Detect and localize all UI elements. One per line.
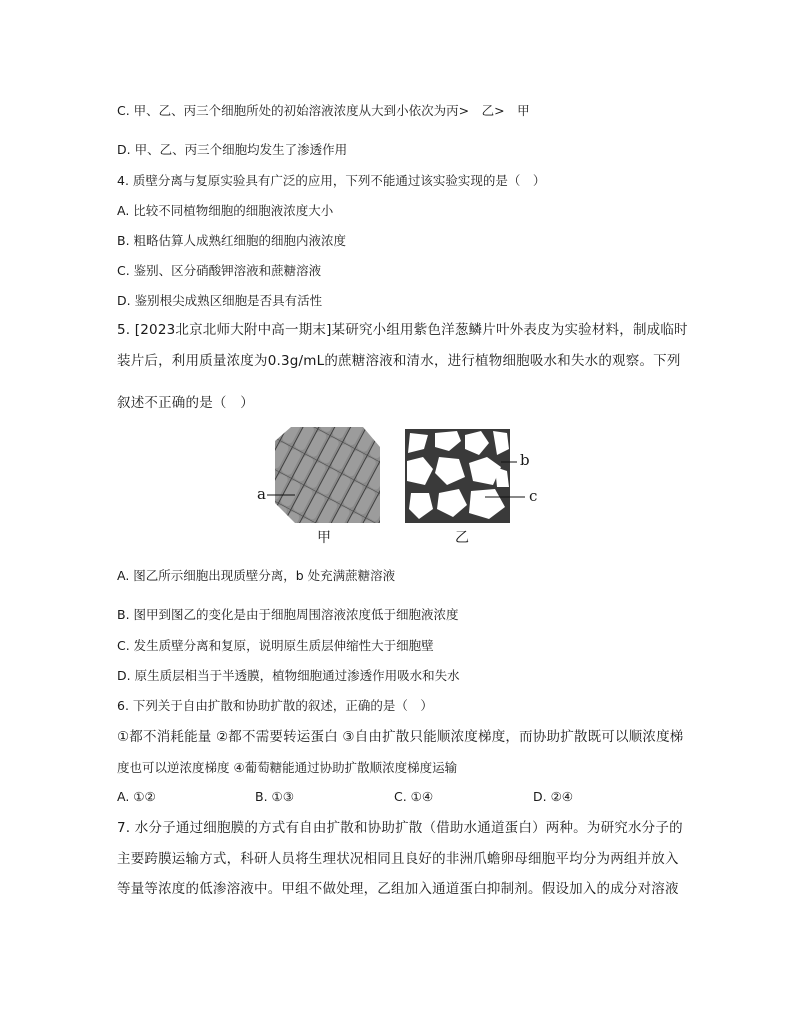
- line-7: 5. [2023北京北师大附中高一期末]某研究小组用紫色洋葱鳞片叶外表皮为实验材料，制成临时: [117, 322, 688, 338]
- line-10: A. 图乙所示细胞出现质壁分离，b 处充满蔗糖溶液: [117, 568, 396, 583]
- label-a: a: [257, 485, 266, 503]
- cell-figure-image: [255, 427, 545, 547]
- line-4: B. 粗略估算人成熟红细胞的细胞内液浓度: [117, 233, 347, 248]
- line-1: D. 甲、乙、丙三个细胞均发生了渗透作用: [117, 142, 348, 157]
- line-9: 叙述不正确的是（ ）: [117, 395, 254, 411]
- q6-option-b: B. ①③: [255, 789, 294, 804]
- q6-option-d: D. ②④: [533, 789, 573, 804]
- q6-option-c: C. ①④: [394, 789, 434, 804]
- line-0: C. 甲、乙、丙三个细胞所处的初始溶液浓度从大到小依次为丙> 乙> 甲: [117, 103, 530, 118]
- line-5: C. 鉴别、区分硝酸钾溶液和蔗糖溶液: [117, 263, 322, 278]
- caption-yi: 乙: [455, 530, 469, 546]
- line-8: 装片后，利用质量浓度为0.3g/mL的蔗糖溶液和清水，进行植物细胞吸水和失水的观察。下列: [117, 353, 681, 369]
- line-16: 度也可以逆浓度梯度 ④葡萄糖能通过协助扩散顺浓度梯度运输: [117, 760, 458, 775]
- figure: [255, 427, 545, 547]
- line-6: D. 鉴别根尖成熟区细胞是否具有活性: [117, 293, 323, 308]
- line-19: 等量等浓度的低渗溶液中。甲组不做处理，乙组加入通道蛋白抑制剂。假设加入的成分对溶液: [117, 881, 679, 897]
- line-14: 6. 下列关于自由扩散和协助扩散的叙述，正确的是（ ）: [117, 698, 433, 713]
- line-12: C. 发生质壁分离和复原，说明原生质层伸缩性大于细胞壁: [117, 638, 434, 653]
- line-3: A. 比较不同植物细胞的细胞液浓度大小: [117, 203, 334, 218]
- label-c: c: [529, 487, 538, 505]
- line-17: 7. 水分子通过细胞膜的方式有自由扩散和协助扩散（借助水通道蛋白）两种。为研究水分子的: [117, 820, 683, 836]
- q6-options: [117, 789, 697, 807]
- caption-jia: 甲: [317, 530, 331, 546]
- q6-option-a: A. ①②: [117, 789, 156, 804]
- line-13: D. 原生质层相当于半透膜，植物细胞通过渗透作用吸水和失水: [117, 668, 460, 683]
- line-11: B. 图甲到图乙的变化是由于细胞周围溶液浓度低于细胞液浓度: [117, 607, 459, 622]
- line-15: ①都不消耗能量 ②都不需要转运蛋白 ③自由扩散只能顺浓度梯度，而协助扩散既可以顺浓度梯: [117, 729, 684, 745]
- label-b: b: [520, 451, 530, 469]
- line-2: 4. 质壁分离与复原实验具有广泛的应用，下列不能通过该实验实现的是（ ）: [117, 173, 546, 188]
- line-18: 主要跨膜运输方式，科研人员将生理状况相同且良好的非洲爪蟾卵母细胞平均分为两组并放入: [117, 851, 679, 867]
